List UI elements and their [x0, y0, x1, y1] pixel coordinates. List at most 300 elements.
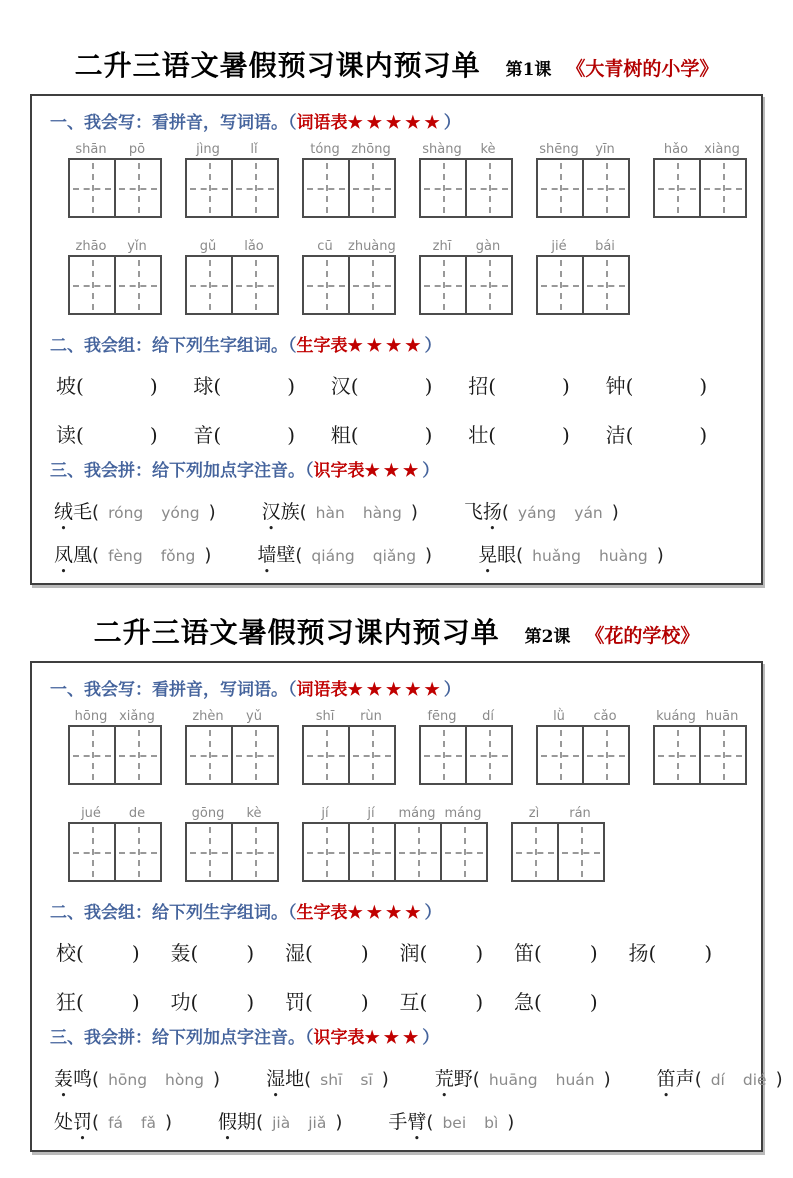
dotted-character: 绒: [54, 501, 74, 523]
pinyin-syllable: zhōng: [351, 142, 391, 157]
dashed-hline-icon: [445, 852, 483, 854]
dashed-hline-icon: [119, 852, 157, 854]
table-label: 词语表: [296, 113, 348, 133]
pinyin-word-group: [536, 141, 630, 218]
dashed-hline-icon: [424, 755, 462, 757]
pinyin-syllable: de: [128, 806, 146, 821]
dashed-hline-icon: [587, 188, 625, 190]
annotation-paren-open: (: [92, 502, 100, 523]
dashed-hline-icon: [119, 188, 157, 190]
word-formation-item: [468, 419, 605, 448]
annotation-paren-open: (: [472, 1069, 480, 1090]
paren-open: （: [288, 680, 297, 700]
paren-close: ）: [422, 1028, 440, 1048]
pinyin-option: fá: [108, 1114, 124, 1132]
paren-open: （: [288, 336, 297, 356]
pinyin-syllable: jí: [321, 806, 329, 821]
base-character: 湿: [285, 941, 305, 965]
annotation-paren-close: ): [507, 1112, 515, 1133]
blank-paren-open: (: [213, 374, 222, 398]
word-formation-item: [285, 986, 400, 1015]
table-label: 生字表: [296, 903, 348, 923]
blank-paren-close: ): [562, 374, 570, 398]
dotted-character: 墙: [257, 544, 277, 566]
pinyin-syllable: xiǎng: [119, 709, 155, 724]
pinyin-syllable: shī: [315, 709, 335, 724]
annotation-character: 飞: [463, 501, 483, 523]
blank-paren-open: (: [190, 990, 199, 1014]
dashed-hline-icon: [353, 285, 391, 287]
word-formation-grid: [56, 937, 743, 1015]
base-character: 校: [56, 941, 76, 965]
dashed-hline-icon: [424, 188, 462, 190]
pinyin-syllable: yīn: [595, 142, 615, 157]
blank-paren-close: ): [131, 990, 140, 1014]
dashed-hline-icon: [73, 188, 111, 190]
annotation-paren-open: (: [92, 545, 100, 566]
blank-paren-open: (: [305, 990, 313, 1014]
pinyin-option: bei: [442, 1114, 467, 1132]
dashed-hline-icon: [587, 755, 625, 757]
annotation-character: 毛: [73, 501, 93, 523]
writing-box: [68, 725, 116, 785]
annotation-item: [54, 1107, 172, 1134]
character-boxes: [68, 158, 162, 218]
base-character: 读: [56, 423, 76, 447]
writing-box: [465, 158, 513, 218]
paren-close: ）: [422, 461, 440, 481]
star-rating: ★★★★★: [347, 680, 444, 700]
pinyin-labels: [185, 141, 279, 158]
pinyin-option: qiǎng: [372, 547, 417, 565]
pinyin-labels: [653, 141, 747, 158]
dashed-hline-icon: [470, 188, 508, 190]
annotation-character: 凰: [73, 544, 93, 566]
pinyin-syllable: shēng: [539, 142, 579, 157]
pinyin-labels: [419, 238, 513, 255]
annotation-paren-open: (: [299, 502, 307, 523]
word-formation-item: [514, 986, 629, 1015]
base-character: 钟: [605, 374, 626, 398]
annotation-character: 野: [453, 1068, 473, 1090]
pinyin-syllable: gōng: [191, 806, 225, 821]
star-rating: ★★★★: [347, 903, 425, 923]
pinyin-labels: [185, 708, 279, 725]
paren-close: ）: [443, 680, 461, 700]
dotted-character: 汉: [261, 501, 281, 523]
dashed-hline-icon: [470, 285, 508, 287]
annotation-row: [54, 1107, 745, 1134]
dashed-hline-icon: [236, 285, 274, 287]
pinyin-writing-rows: [48, 702, 745, 890]
pinyin-option: bì: [484, 1114, 499, 1132]
dashed-hline-icon: [658, 755, 696, 757]
star-rating: ★★★★: [347, 336, 425, 356]
word-formation-item: [629, 986, 744, 1015]
blank-paren-close: ): [562, 423, 570, 447]
pinyin-option: jiǎ: [308, 1114, 327, 1132]
pinyin-syllable: pō: [128, 142, 146, 157]
writing-box: [185, 255, 233, 315]
dashed-hline-icon: [236, 755, 274, 757]
dashed-hline-icon: [424, 285, 462, 287]
word-formation-item: [171, 986, 286, 1015]
dashed-hline-icon: [307, 188, 345, 190]
writing-box: [653, 158, 701, 218]
character-boxes: [68, 255, 162, 315]
pinyin-labels: [68, 805, 162, 822]
table-label: 词语表: [296, 680, 348, 700]
word-formation-item: [606, 370, 743, 399]
base-character: 笛: [514, 941, 534, 965]
blank-paren-open: (: [534, 941, 542, 965]
base-character: 汉: [330, 374, 351, 398]
worksheet-box: [30, 94, 763, 585]
blank-paren-open: (: [534, 990, 542, 1014]
pinyin-syllable: cū: [317, 239, 333, 254]
pinyin-labels: [536, 141, 630, 158]
dotted-character: 罚: [73, 1111, 93, 1133]
writing-box: [582, 725, 630, 785]
pinyin-labels: [185, 238, 279, 255]
writing-box: [114, 255, 162, 315]
pinyin-word-group: [653, 141, 747, 218]
annotation-paren-open: (: [501, 502, 509, 523]
pinyin-labels: [302, 141, 396, 158]
pinyin-word-group: [302, 805, 488, 882]
pinyin-word-group: [185, 708, 279, 785]
pinyin-word-group: [68, 708, 162, 785]
blank-paren-close: ): [360, 990, 369, 1014]
paren-close: ）: [443, 113, 461, 133]
writing-box: [348, 725, 396, 785]
lesson-number: 第1课: [505, 60, 552, 80]
blank-paren-close: ): [246, 941, 255, 965]
writing-box: [302, 255, 350, 315]
character-boxes: [68, 725, 162, 785]
dotted-character: 轰: [54, 1068, 74, 1090]
pinyin-labels: [419, 708, 513, 725]
pinyin-word-group: [302, 141, 396, 218]
character-boxes: [419, 158, 513, 218]
dotted-character: 晃: [478, 544, 498, 566]
dashed-hline-icon: [190, 188, 228, 190]
blank-paren-close: ): [589, 941, 598, 965]
character-boxes: [185, 158, 279, 218]
base-character: 急: [514, 990, 534, 1014]
pinyin-syllable: kuáng: [656, 709, 696, 724]
pinyin-syllable: gàn: [475, 239, 501, 254]
word-formation-item: [171, 937, 286, 966]
writing-box: [348, 158, 396, 218]
annotation-paren-close: ): [213, 1069, 221, 1090]
pinyin-syllable: fēng: [427, 709, 457, 724]
pinyin-syllable: lǐ: [250, 142, 258, 157]
pinyin-labels: [185, 805, 279, 822]
heading-text: 三、我会拼：给下列加点字注音。: [50, 1028, 305, 1048]
character-boxes: [302, 158, 396, 218]
annotation-row: [54, 497, 745, 524]
table-label: 识字表: [313, 461, 365, 481]
word-formation-grid: [48, 937, 745, 1015]
pinyin-syllable: zhī: [432, 239, 452, 254]
character-boxes: [302, 725, 396, 785]
annotation-paren-close: ): [656, 545, 664, 566]
blank-paren-close: ): [475, 990, 484, 1014]
writing-box: [302, 158, 350, 218]
blank-paren-open: (: [190, 941, 199, 965]
heading-text: 二、我会组：给下列生字组词。: [50, 336, 288, 356]
word-formation-item: [606, 419, 743, 448]
writing-box: [68, 255, 116, 315]
annotation-rows: [54, 1064, 783, 1134]
annotation-character: 鸣: [73, 1068, 93, 1090]
paren-close: ）: [424, 903, 442, 923]
blank-paren-open: (: [488, 423, 496, 447]
pinyin-labels: [536, 238, 630, 255]
worksheet-title: [0, 44, 793, 84]
writing-box: [231, 158, 279, 218]
blank-paren-open: (: [350, 374, 359, 398]
pinyin-option: hòng: [165, 1071, 205, 1089]
writing-box: [699, 158, 747, 218]
annotation-paren-close: ): [204, 545, 212, 566]
paren-open: （: [305, 1028, 314, 1048]
pinyin-word-group: [536, 708, 630, 785]
base-character: 音: [193, 423, 214, 447]
blank-paren-open: (: [76, 990, 84, 1014]
word-formation-item: [193, 370, 330, 399]
writing-box: [231, 255, 279, 315]
dashed-hline-icon: [541, 755, 579, 757]
character-boxes: [185, 725, 279, 785]
section-annotate-heading: [50, 456, 745, 481]
pinyin-row: [48, 135, 745, 226]
blank-paren-close: ): [287, 423, 296, 447]
word-formation-item: [285, 937, 400, 966]
pinyin-syllable: lǜ: [553, 709, 565, 724]
writing-box: [536, 158, 584, 218]
blank-paren-open: (: [76, 374, 84, 398]
star-rating: ★★★★★: [347, 113, 444, 133]
pinyin-syllable: shàng: [422, 142, 462, 157]
writing-box: [302, 822, 350, 882]
section-write-heading: [50, 675, 745, 700]
pinyin-syllable: shān: [75, 142, 107, 157]
annotation-item: [435, 1064, 611, 1091]
annotation-paren-close: ): [165, 1112, 173, 1133]
writing-box: [653, 725, 701, 785]
writing-box: [231, 822, 279, 882]
heading-text: 一、我会写：看拼音，写词语。: [50, 680, 288, 700]
pinyin-labels: [419, 141, 513, 158]
blank-paren-open: (: [488, 374, 496, 398]
pinyin-syllable: máng: [398, 806, 436, 821]
pinyin-syllable: rán: [569, 806, 591, 821]
pinyin-word-group: [536, 238, 630, 315]
section-group-heading: [50, 331, 745, 356]
pinyin-word-group: [302, 708, 396, 785]
writing-box: [68, 158, 116, 218]
base-character: 互: [399, 990, 420, 1014]
dashed-hline-icon: [353, 852, 391, 854]
pinyin-word-group: [419, 238, 513, 315]
pinyin-labels: [68, 238, 162, 255]
pinyin-word-group: [419, 141, 513, 218]
word-formation-item: [400, 986, 515, 1015]
annotation-item: [54, 540, 211, 567]
word-formation-item: [56, 937, 171, 966]
dotted-character: 凤: [54, 544, 74, 566]
annotation-character: 期: [237, 1111, 257, 1133]
base-character: 扬: [628, 941, 649, 965]
pinyin-option: shī: [320, 1071, 343, 1089]
pinyin-writing-rows: [48, 135, 745, 323]
section-write-heading: [50, 108, 745, 133]
pinyin-option: dié: [742, 1071, 767, 1089]
writing-box: [465, 725, 513, 785]
base-character: 洁: [605, 423, 626, 447]
character-boxes: [419, 255, 513, 315]
lesson-number: 第2课: [524, 627, 571, 647]
heading-text: 一、我会写：看拼音，写词语。: [50, 113, 288, 133]
worksheet: [0, 44, 793, 611]
writing-box: [465, 255, 513, 315]
annotation-paren-open: (: [295, 545, 303, 566]
worksheet-title: [0, 611, 793, 651]
dashed-hline-icon: [704, 755, 742, 757]
dashed-hline-icon: [119, 285, 157, 287]
pinyin-word-group: [68, 238, 162, 315]
character-boxes: [68, 822, 162, 882]
character-boxes: [185, 822, 279, 882]
writing-box: [536, 725, 584, 785]
writing-box: [394, 822, 442, 882]
pinyin-syllable: kè: [246, 806, 262, 821]
blank-paren-open: (: [350, 423, 359, 447]
base-character: 润: [399, 941, 420, 965]
annotation-character: 壁: [276, 544, 296, 566]
dotted-character: 湿: [266, 1068, 286, 1090]
lesson-name: 《大青树的小学》: [566, 58, 719, 80]
writing-box: [557, 822, 605, 882]
paren-open: （: [288, 903, 297, 923]
title-main: 二升三语文暑假预习课内预习单: [74, 49, 481, 82]
dotted-character: 扬: [482, 501, 502, 523]
pinyin-option: fèng: [108, 547, 143, 565]
dashed-hline-icon: [73, 852, 111, 854]
pinyin-option: qiáng: [311, 547, 355, 565]
blank-paren-close: ): [131, 941, 140, 965]
star-rating: ★★★: [364, 1028, 423, 1048]
dashed-hline-icon: [541, 285, 579, 287]
pinyin-option: jià: [272, 1114, 291, 1132]
dotted-character: 假: [218, 1111, 238, 1133]
pinyin-word-group: [68, 141, 162, 218]
writing-box: [419, 158, 467, 218]
writing-box: [348, 822, 396, 882]
writing-box: [419, 725, 467, 785]
dashed-hline-icon: [119, 755, 157, 757]
character-boxes: [536, 725, 630, 785]
dashed-hline-icon: [353, 188, 391, 190]
pinyin-word-group: [185, 238, 279, 315]
star-rating: ★★★: [364, 461, 423, 481]
annotation-character: 处: [54, 1111, 74, 1133]
table-label: 识字表: [313, 1028, 365, 1048]
dotted-character: 臂: [407, 1111, 427, 1133]
writing-box: [348, 255, 396, 315]
word-formation-grid: [48, 370, 745, 448]
lesson-name: 《花的学校》: [585, 625, 700, 647]
pinyin-syllable: hǎo: [663, 142, 689, 157]
character-boxes: [185, 255, 279, 315]
word-formation-grid: [56, 370, 743, 448]
character-boxes: [302, 822, 488, 882]
pinyin-option: huǎng: [532, 547, 581, 565]
writing-box: [440, 822, 488, 882]
section-annotate-heading: [50, 1023, 745, 1048]
annotation-item: [262, 497, 418, 524]
annotation-row: [54, 540, 745, 567]
writing-box: [582, 255, 630, 315]
annotation-paren-open: (: [694, 1069, 702, 1090]
annotation-character: 声: [675, 1068, 695, 1090]
title-main: 二升三语文暑假预习课内预习单: [93, 616, 500, 649]
paren-open: （: [305, 461, 314, 481]
pinyin-syllable: zì: [528, 806, 540, 821]
pinyin-word-group: [419, 708, 513, 785]
annotation-paren-open: (: [92, 1112, 100, 1133]
pinyin-labels: [511, 805, 605, 822]
dashed-hline-icon: [73, 285, 111, 287]
dashed-hline-icon: [190, 755, 228, 757]
blank-paren-open: (: [625, 423, 634, 447]
blank-paren-close: ): [149, 374, 158, 398]
base-character: 功: [170, 990, 191, 1014]
pinyin-syllable: máng: [444, 806, 482, 821]
annotation-character: 族: [280, 501, 300, 523]
dashed-hline-icon: [353, 755, 391, 757]
word-formation-item: [468, 370, 605, 399]
character-boxes: [511, 822, 605, 882]
dashed-hline-icon: [73, 755, 111, 757]
pinyin-word-group: [653, 708, 747, 785]
word-formation-item: [193, 419, 330, 448]
annotation-item: [54, 497, 216, 524]
base-character: 轰: [170, 941, 191, 965]
pinyin-option: huàng: [598, 547, 648, 565]
annotation-paren-close: ): [410, 502, 418, 523]
pinyin-syllable: dí: [482, 709, 494, 724]
blank-paren-close: ): [699, 374, 708, 398]
annotation-paren-open: (: [92, 1069, 100, 1090]
blank-paren-close: ): [246, 990, 255, 1014]
base-character: 招: [468, 374, 489, 398]
character-boxes: [536, 255, 630, 315]
word-formation-item: [56, 419, 193, 448]
annotation-paren-open: (: [516, 545, 524, 566]
pinyin-option: fǎ: [141, 1114, 156, 1132]
paren-close: ）: [424, 336, 442, 356]
writing-box: [114, 158, 162, 218]
blank-paren-close: ): [149, 423, 158, 447]
pinyin-syllable: xiàng: [704, 142, 740, 157]
pinyin-option: fǒng: [160, 547, 196, 565]
pinyin-syllable: huān: [705, 709, 739, 724]
blank-paren-close: ): [704, 941, 713, 965]
word-formation-item: [629, 937, 744, 966]
